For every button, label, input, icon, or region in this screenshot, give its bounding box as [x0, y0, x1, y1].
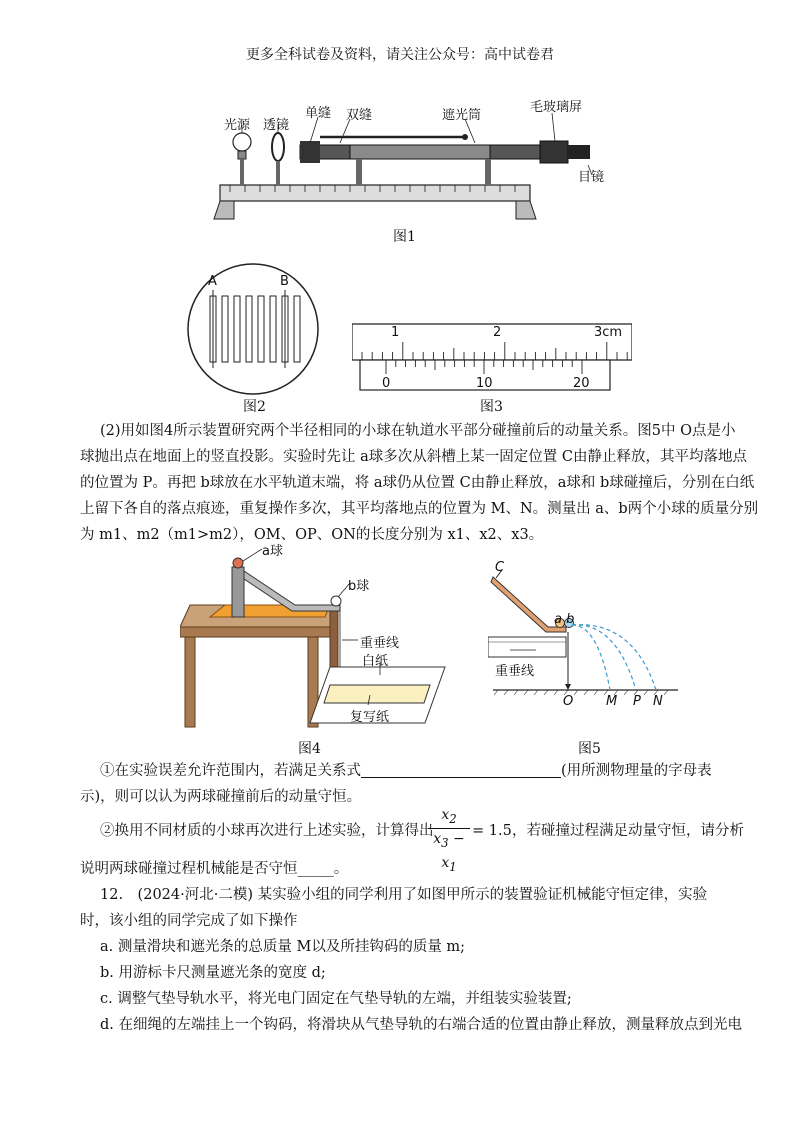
- q1-line1-start: ①在实验误差允许范围内，若满足关系式: [100, 763, 361, 779]
- fig1-label-lens: 透镜: [263, 118, 290, 133]
- fig1-label-eyepiece: 目镜: [578, 170, 605, 185]
- q12-step-b: b. 用游标卡尺测量遮光条的宽度 d;: [100, 965, 326, 981]
- para2-line3: 的位置为 P。再把 b球放在水平轨道末端，将 a球仍从位置 C由静止释放，a球和 b球碰撞后，分别在白纸: [80, 475, 755, 491]
- fig2-caption: 图2: [243, 399, 266, 415]
- q2-eq-value: = 1.5: [472, 823, 512, 839]
- fig5-point-m: M: [606, 694, 618, 709]
- para2-line2: 球抛出点在地面上的竖直投影。实验时先让 a球多次从斜槽上某一固定位置 C由静止释放，其平均落地点: [80, 449, 747, 465]
- fig2-label-a: A: [208, 274, 217, 289]
- fig4-label-a-ball: a球: [262, 544, 283, 559]
- fig1-label-light-source: 光源: [224, 118, 251, 133]
- q2-start: ②换用不同材质的小球再次进行上述实验，计算得出: [100, 823, 434, 839]
- q12-line2: 时，该小组的同学完成了如下操作: [80, 913, 298, 929]
- bulb-shape: [233, 133, 251, 151]
- fig5-point-n: N: [653, 694, 663, 709]
- fig2-fringe-diagram: [186, 262, 321, 397]
- fig5-caption: 图5: [578, 741, 601, 757]
- para2-line1: (2)用如图4所示装置研究两个半径相同的小球在轨道水平部分碰撞前后的动量关系。图5中 O点是小: [100, 423, 736, 439]
- fig4-label-white-paper: 白纸: [362, 654, 389, 669]
- fig5-point-p: P: [633, 694, 641, 709]
- fig4-label-b-ball: b球: [348, 579, 370, 594]
- fig2-label-b: B: [280, 274, 289, 289]
- q2-fraction: $x_2$ $x_3 - x_1$: [428, 806, 470, 876]
- q2-end: ，若碰撞过程满足动量守恒，请分析: [512, 823, 744, 839]
- fig4-label-plumb: 重垂线: [360, 636, 400, 651]
- fig3-caption: 图3: [480, 399, 503, 415]
- fig1-label-double-slit: 双缝: [346, 108, 373, 123]
- q1-line1-end: (用所测物理量的字母表: [561, 763, 712, 779]
- para2-line5: 为 m1、m2（m1>m2），OM、OP、ON的长度分别为 x1、x2、x3。: [80, 527, 544, 543]
- fig5-label-ab: a b: [554, 612, 575, 627]
- fig1-label-tube: 遮光筒: [442, 108, 482, 123]
- q1-line2: 示)，则可以认为两球碰撞前后的动量守恒。: [80, 789, 362, 805]
- fig1-label-screen: 毛玻璃屏: [530, 100, 583, 115]
- fig4-label-carbon-paper: 复写纸: [350, 710, 390, 725]
- optical-bench-rail: [220, 185, 530, 201]
- fig3-main-label-1: 1: [391, 325, 400, 340]
- q2-line2: 说明两球碰撞过程机械能是否守恒_____。: [80, 861, 349, 877]
- fig5-point-o: O: [563, 694, 574, 709]
- fig3-vernier-label-0: 0: [382, 376, 391, 391]
- fig4-apparatus-diagram: [180, 545, 450, 735]
- q1-line1: [100, 758, 712, 784]
- fig3-vernier-label-20: 20: [573, 376, 590, 391]
- q12-step-c: c. 调整气垫导轨水平，将光电门固定在气垫导轨的左端，并组装实验装置;: [100, 991, 572, 1007]
- q12-step-d: d. 在细绳的左端挂上一个钩码，将滑块从气垫导轨的右端合适的位置由静止释放，测量释放点到光电: [100, 1017, 742, 1033]
- fig3-vernier-label-10: 10: [476, 376, 493, 391]
- fig1-caption: 图1: [393, 229, 416, 245]
- lens-shape: [272, 133, 284, 161]
- fig5-label-plumb: 重垂线: [495, 664, 535, 679]
- page-header: 更多全科试卷及资料，请关注公众号：高中试卷君: [246, 47, 554, 63]
- fig3-main-label-3cm: 3cm: [594, 325, 623, 340]
- fig4-caption: 图4: [298, 741, 321, 757]
- fig1-label-single-slit: 单缝: [305, 106, 332, 121]
- q12-step-a: a. 测量滑块和遮光条的总质量 M以及所挂钩码的质量 m;: [100, 939, 466, 955]
- fig5-trajectory-diagram: [488, 562, 688, 712]
- para2-line4: 上留下各自的落点痕迹，重复操作多次，其平均落地点的位置为 M、N。测量出 a、b两个小球的质量分别: [80, 501, 759, 517]
- fig3-main-label-2: 2: [493, 325, 502, 340]
- q12-line1: 12. (2024·河北·二模) 某实验小组的同学利用了如图甲所示的装置验证机械能守恒定律，实验: [100, 887, 708, 903]
- fig5-label-c: C: [495, 560, 505, 575]
- q1-answer-blank[interactable]: [361, 761, 561, 778]
